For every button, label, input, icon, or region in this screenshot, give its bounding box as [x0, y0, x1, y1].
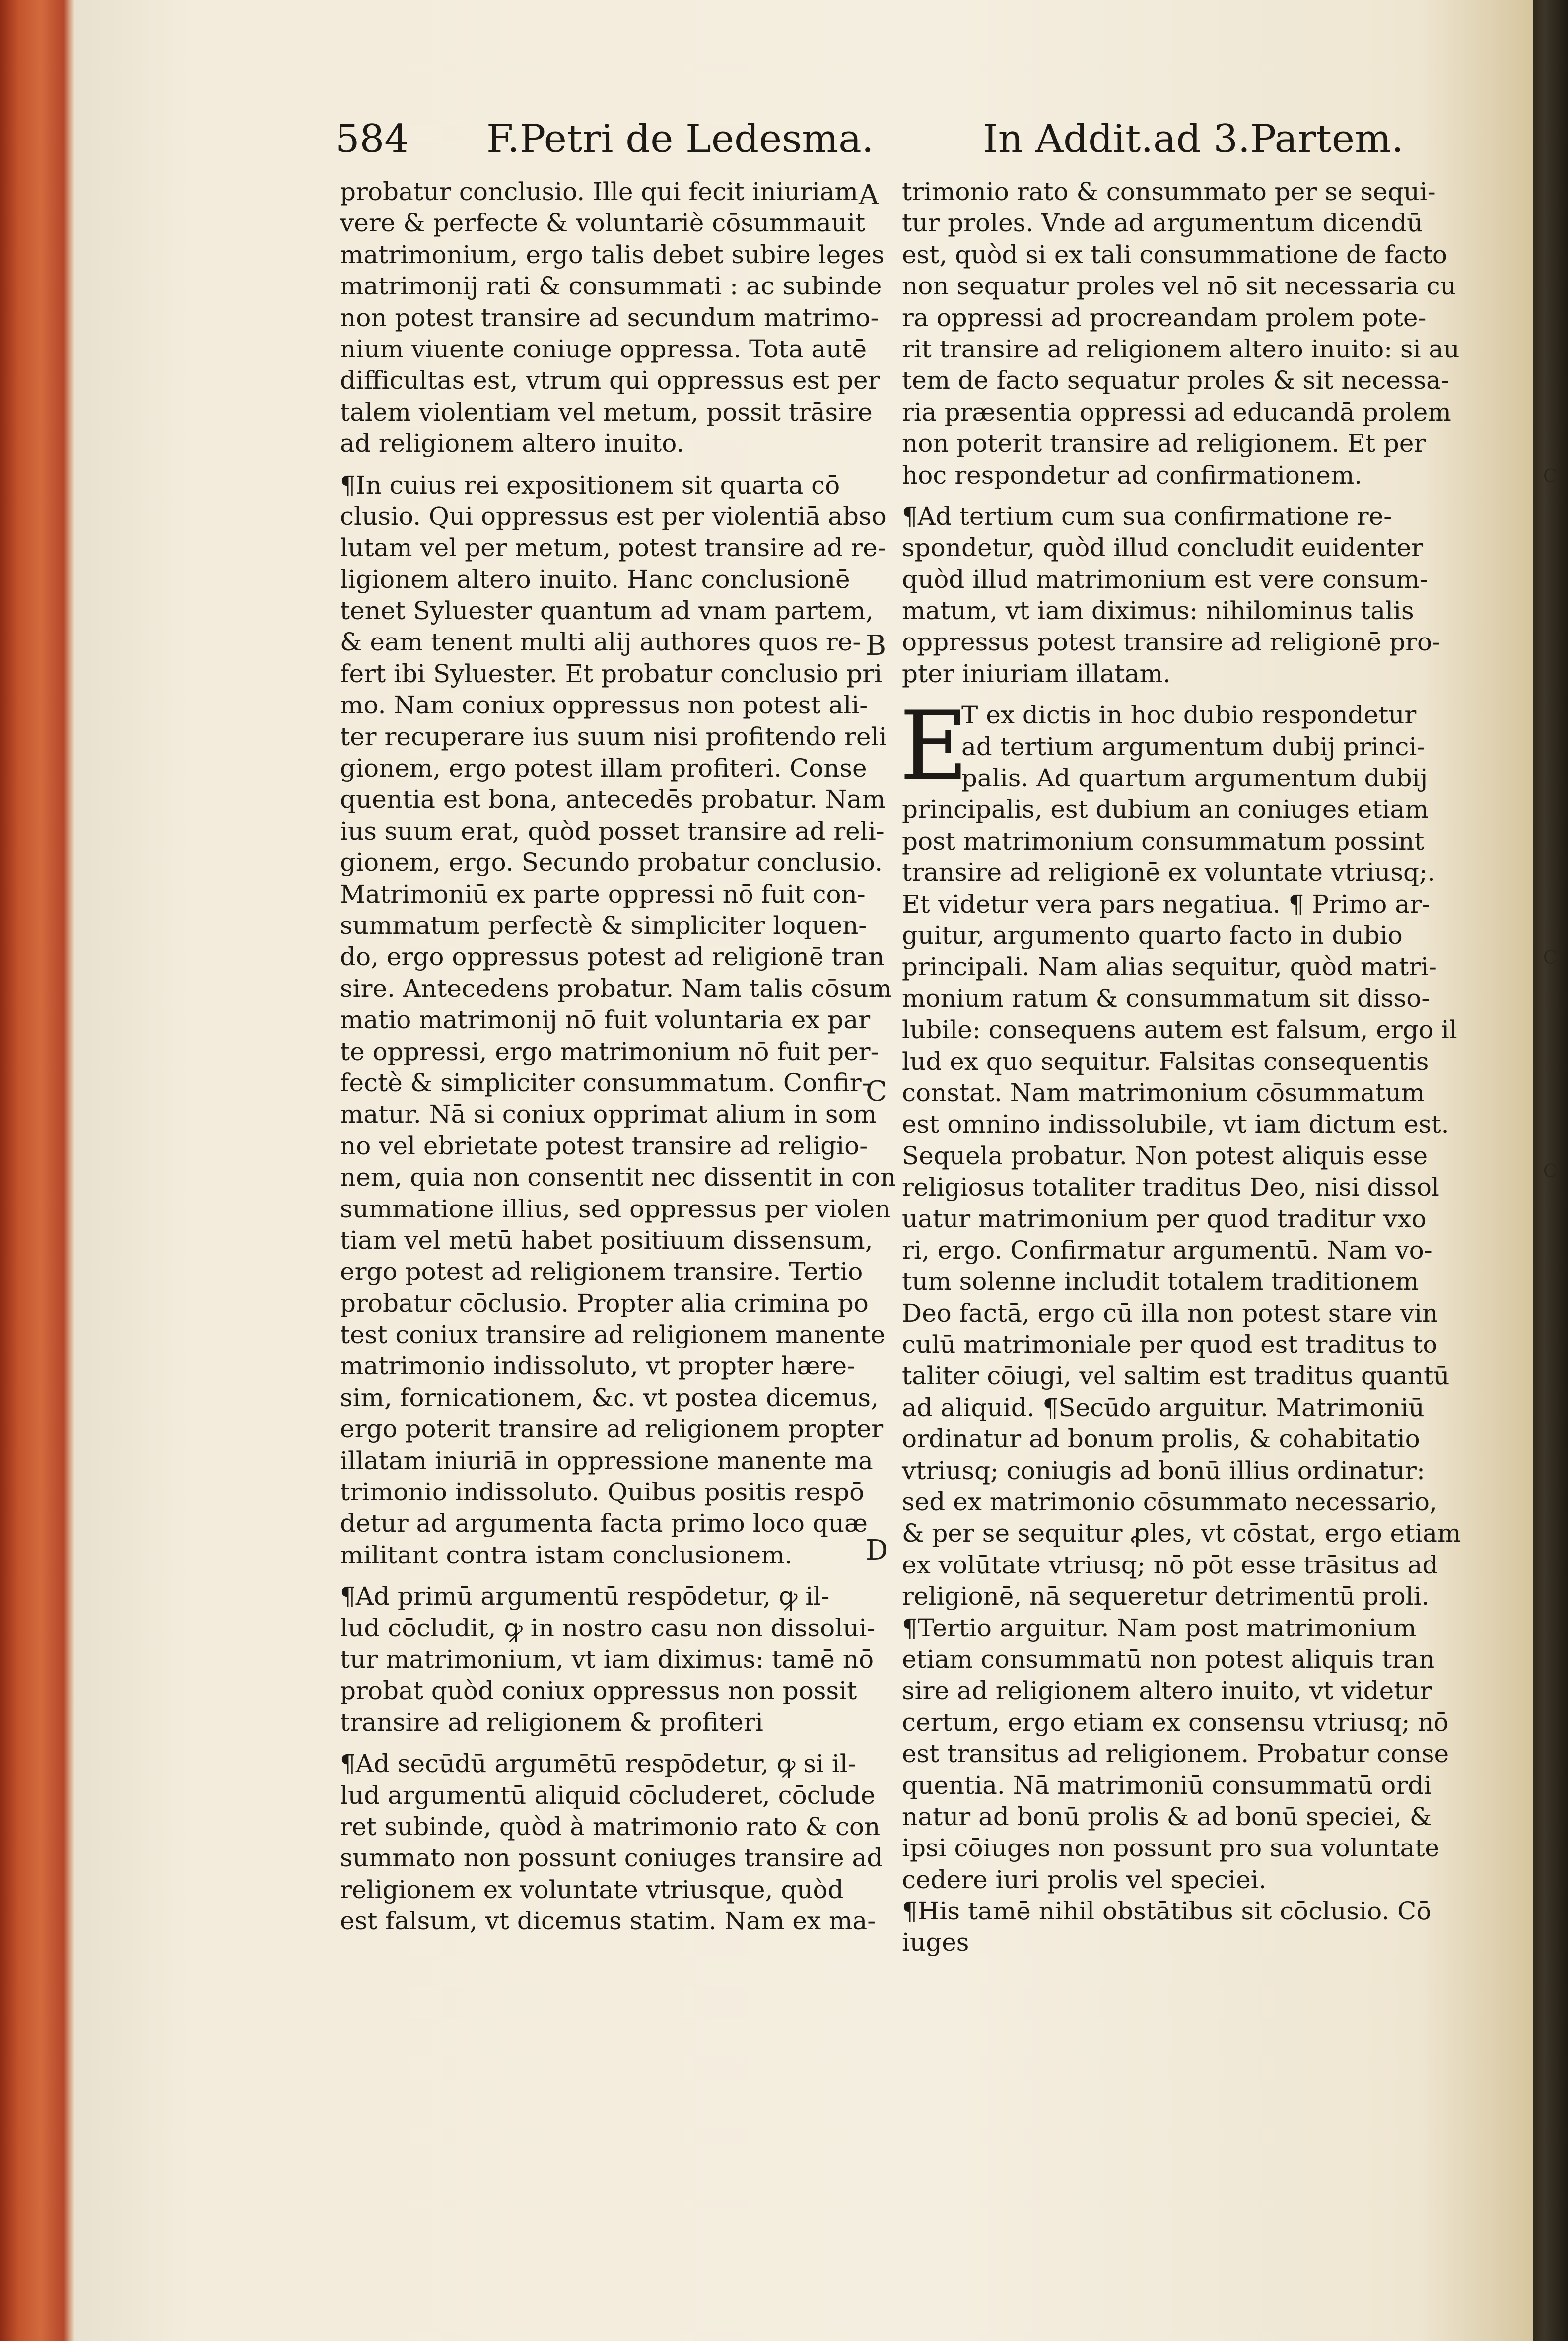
text-line: sire ad religionem altero inuito, vt videtur — [902, 1676, 1432, 1705]
text-column-right — [899, 176, 1489, 1959]
text-line: ipsi cōiuges non possunt pro sua voluntate — [902, 1834, 1440, 1863]
text-line: ¶In cuius rei expositionem sit quarta cō — [340, 470, 840, 499]
text-line: fectè & simpliciter consummatum. Confir- — [340, 1068, 870, 1097]
text-line: vere & perfecte & voluntariè cōsummauit — [340, 209, 866, 238]
text-line: matur. Nā si coniux opprimat alium in som — [340, 1100, 877, 1129]
text-line: detur ad argumenta facta primo loco quæ — [340, 1509, 868, 1538]
bleed-through-fragment: C — [1543, 1161, 1557, 1182]
text-line: post matrimonium consummatum possint — [902, 826, 1425, 855]
text-line: non potest transire ad secundum matrimo- — [340, 303, 879, 332]
text-line: Matrimoniū ex parte oppressi nō fuit con- — [340, 879, 866, 909]
text-line: summatione illius, sed oppressus per violen — [340, 1194, 891, 1223]
text-line: ad religionem altero inuito. — [340, 429, 684, 458]
text-line: culū matrimoniale per quod est traditus to — [902, 1330, 1438, 1359]
text-line: tum solenne includit totalem traditionem — [902, 1267, 1419, 1296]
text-line: principalis, est dubium an coniuges etiam — [902, 795, 1429, 824]
margin-letter-a: A — [859, 179, 879, 211]
text-line: probat quòd coniux oppressus non possit — [340, 1676, 857, 1705]
text-line: ex volūtate vtriusq; nō pōt esse trāsitus ad — [902, 1550, 1438, 1579]
text-line: ¶His tamē nihil obstātibus sit cōclusio. Cō — [902, 1897, 1432, 1926]
text-line: test coniux transire ad religionem manente — [340, 1320, 886, 1349]
text-line: do, ergo oppressus potest ad religionē tran — [340, 942, 885, 972]
margin-letter-d: D — [866, 1534, 888, 1566]
text-line: fert ibi Syluester. Et probatur conclusio pri — [340, 659, 883, 688]
text-line: est omnino indissolubile, vt iam dictum est. — [902, 1110, 1449, 1139]
running-header — [74, 117, 1533, 171]
text-line: ad tertium argumentum dubij princi- — [961, 732, 1426, 761]
text-line: certum, ergo etiam ex consensu vtriusq; nō — [902, 1707, 1449, 1737]
text-line: lutam vel per metum, potest transire ad re- — [340, 533, 886, 563]
text-line: Sequela probatur. Non potest aliquis esse — [902, 1141, 1428, 1170]
text-line: no vel ebrietate potest transire ad religio- — [340, 1131, 868, 1160]
paragraph-gap — [902, 491, 1489, 501]
text-line: taliter cōiugi, vel saltim est traditus quantū — [902, 1361, 1450, 1391]
text-line: ius suum erat, quòd posset transire ad reli- — [340, 816, 885, 846]
text-line: summato non possunt coniuges transire ad — [340, 1844, 883, 1873]
text-line: ordinatur ad bonum prolis, & cohabitatio — [902, 1424, 1420, 1454]
text-line: & per se sequitur ꝓles, vt cōstat, ergo etiam — [902, 1519, 1461, 1548]
text-line: ri, ergo. Confirmatur argumentū. Nam vo- — [902, 1235, 1432, 1265]
text-line: probatur conclusio. Ille qui fecit iniuriam — [340, 177, 858, 206]
text-line: militant contra istam conclusionem. — [340, 1540, 793, 1569]
text-line: principali. Nam alias sequitur, quòd matri- — [902, 952, 1437, 982]
text-line: tenet Syluester quantum ad vnam partem, — [340, 596, 874, 626]
text-line: quentia est bona, antecedēs probatur. Nam — [340, 785, 886, 814]
text-line: trimonio rato & consummato per se sequi- — [902, 177, 1436, 206]
text-line: nem, quia non consentit nec dissentit in con — [340, 1163, 896, 1192]
text-line: matio matrimonij nō fuit voluntaria ex par — [340, 1005, 871, 1035]
page-edge-left — [0, 0, 74, 2341]
text-line: illatam iniuriā in oppressione manente ma — [340, 1446, 873, 1475]
text-line: tur proles. Vnde ad argumentum dicendū — [902, 209, 1423, 238]
text-line: matum, vt iam diximus: nihilominus talis — [902, 596, 1414, 626]
text-line: mo. Nam coniux oppressus non potest ali- — [340, 691, 868, 720]
text-line: transire ad religionē ex voluntate vtriusq;. — [902, 858, 1435, 887]
text-line: sim, fornicationem, &c. vt postea dicemus, — [340, 1383, 879, 1412]
text-line: lubile: consequens autem est falsum, ergo il — [902, 1015, 1457, 1045]
text-line: sire. Antecedens probatur. Nam talis cōsum — [340, 974, 892, 1003]
bleed-through-fragment: C — [1543, 948, 1557, 968]
text-line: & eam tenent multi alij authores quos re- — [340, 628, 861, 657]
text-line: hoc respondetur ad confirmationem. — [902, 460, 1363, 490]
text-line: ra oppressi ad procreandam prolem pote- — [902, 303, 1427, 332]
text-line: spondetur, quòd illud concludit euidenter — [902, 533, 1423, 563]
text-line: matrimonio indissoluto, vt propter hære- — [340, 1351, 856, 1381]
text-line: probatur cōclusio. Propter alia crimina po — [340, 1288, 869, 1318]
text-line: religionem ex voluntate vtriusque, quòd — [340, 1875, 844, 1904]
text-line: vtriusq; coniugis ad bonū illius ordinatur: — [902, 1456, 1425, 1485]
text-line: ergo potest ad religionem transire. Tertio — [340, 1257, 863, 1286]
text-line: quentia. Nā matrimoniū consummatū ordi — [902, 1771, 1432, 1800]
running-title-left: F.Petri de Ledesma. — [486, 117, 874, 161]
text-line: matrimonij rati & consummati : ac subinde — [340, 272, 882, 301]
text-line: ligionem altero inuito. Hanc conclusionē — [340, 565, 850, 594]
text-line: matrimonium, ergo talis debet subire leges — [340, 240, 885, 269]
text-line: pter iniuriam illatam. — [902, 659, 1171, 688]
text-line: non poterit transire ad religionem. Et per — [902, 429, 1426, 458]
text-line: oppressus potest transire ad religionē pro- — [902, 628, 1441, 657]
text-line: cedere iuri prolis vel speciei. — [902, 1865, 1267, 1894]
text-line: lud argumentū aliquid cōcluderet, cōclude — [340, 1780, 876, 1810]
text-line: religionē, nā sequeretur detrimentū proli. — [902, 1582, 1430, 1611]
text-line: tiam vel metū habet positiuum dissensum, — [340, 1225, 873, 1255]
text-line: lud ex quo sequitur. Falsitas consequentis — [902, 1047, 1429, 1076]
running-title-right: In Addit.ad 3.Partem. — [983, 117, 1404, 161]
text-line: difficultas est, vtrum qui oppressus est per — [340, 366, 880, 395]
text-line: palis. Ad quartum argumentum dubij — [961, 764, 1428, 793]
page-number: 584 — [335, 117, 409, 161]
text-line: ret subinde, quòd à matrimonio rato & con — [340, 1812, 881, 1841]
text-line: E T ex dictis in hoc dubio respondetur — [899, 691, 1417, 801]
text-line: non sequatur proles vel nō sit necessaria cu — [902, 272, 1456, 301]
text-line: talem violentiam vel metum, possit trāsire — [340, 397, 873, 426]
margin-letter-b: B — [866, 630, 886, 662]
text-line: constat. Nam matrimonium cōsummatum — [902, 1078, 1425, 1107]
text-line: ad aliquid. ¶Secūdo arguitur. Matrimoniū — [902, 1393, 1425, 1422]
text-line: ¶Ad primū argumentū respōdetur, ꝙ il- — [340, 1582, 830, 1611]
text-line: gionem, ergo potest illam profiteri. Conse — [340, 754, 867, 783]
text-line: quòd illud matrimonium est vere consum- — [902, 565, 1428, 594]
paragraph-gap — [340, 1738, 926, 1748]
text-line: ¶Ad tertium cum sua confirmatione re- — [902, 501, 1392, 531]
text-line: guitur, argumento quarto facto in dubio — [902, 921, 1403, 950]
text-line: rit transire ad religionem altero inuito: si au — [902, 334, 1460, 363]
text-line: ¶Ad secūdū argumētū respōdetur, ꝙ si il- — [340, 1749, 856, 1778]
text-line: est falsum, vt dicemus statim. Nam ex ma- — [340, 1907, 876, 1936]
text-line: te oppressi, ergo matrimonium nō fuit per- — [340, 1037, 879, 1066]
paragraph-gap — [340, 1571, 926, 1581]
text-line: clusio. Qui oppressus est per violentiā abso — [340, 501, 886, 531]
text-line: ria præsentia oppressi ad educandā prolem — [902, 397, 1451, 426]
text-line: trimonio indissoluto. Quibus positis respō — [340, 1478, 865, 1507]
text-line: transire ad religionem & profiteri — [340, 1707, 763, 1737]
book-page — [74, 0, 1533, 2341]
text-line: est transitus ad religionem. Probatur conse — [902, 1739, 1449, 1769]
text-line: summatum perfectè & simpliciter loquen- — [340, 911, 867, 940]
text-line: tur matrimonium, vt iam diximus: tamē nō — [340, 1644, 874, 1674]
text-line: sed ex matrimonio cōsummato necessario, — [902, 1488, 1437, 1517]
text-line: Et videtur vera pars negatiua. ¶ Primo ar- — [902, 889, 1430, 919]
text-line: natur ad bonū prolis & ad bonū speciei, & — [902, 1802, 1432, 1831]
text-line: ter recuperare ius suum nisi profitendo reli — [340, 722, 887, 751]
text-line: monium ratum & consummatum sit disso- — [902, 984, 1430, 1013]
text-line: etiam consummatū non potest aliquis tran — [902, 1644, 1435, 1674]
text-line: Deo factā, ergo cū illa non potest stare vin — [902, 1298, 1438, 1328]
text-line: ergo poterit transire ad religionem propter — [340, 1415, 884, 1444]
text-column-left — [340, 176, 926, 1937]
text-line: nium viuente coniuge oppressa. Tota autē — [340, 334, 867, 363]
text-line: uatur matrimonium per quod traditur vxo — [902, 1204, 1427, 1233]
paragraph-gap — [902, 690, 1489, 700]
text-line: lud cōcludit, ꝙ in nostro casu non dissolui- — [340, 1613, 876, 1642]
drop-capital: E — [899, 691, 968, 801]
text-line: gionem, ergo. Secundo probatur conclusio. — [340, 848, 883, 877]
text-line: iuges — [902, 1928, 969, 1957]
margin-letter-c: C — [866, 1075, 887, 1108]
text-line: est, quòd si ex tali consummatione de facto — [902, 240, 1448, 269]
paragraph-gap — [340, 460, 926, 470]
text-line: religiosus totaliter traditus Deo, nisi dissol — [902, 1173, 1439, 1202]
text-line: ¶Tertio arguitur. Nam post matrimonium — [902, 1613, 1417, 1642]
bleed-through-fragment: C — [1543, 466, 1557, 487]
text-line: tem de facto sequatur proles & sit necessa- — [902, 366, 1449, 395]
